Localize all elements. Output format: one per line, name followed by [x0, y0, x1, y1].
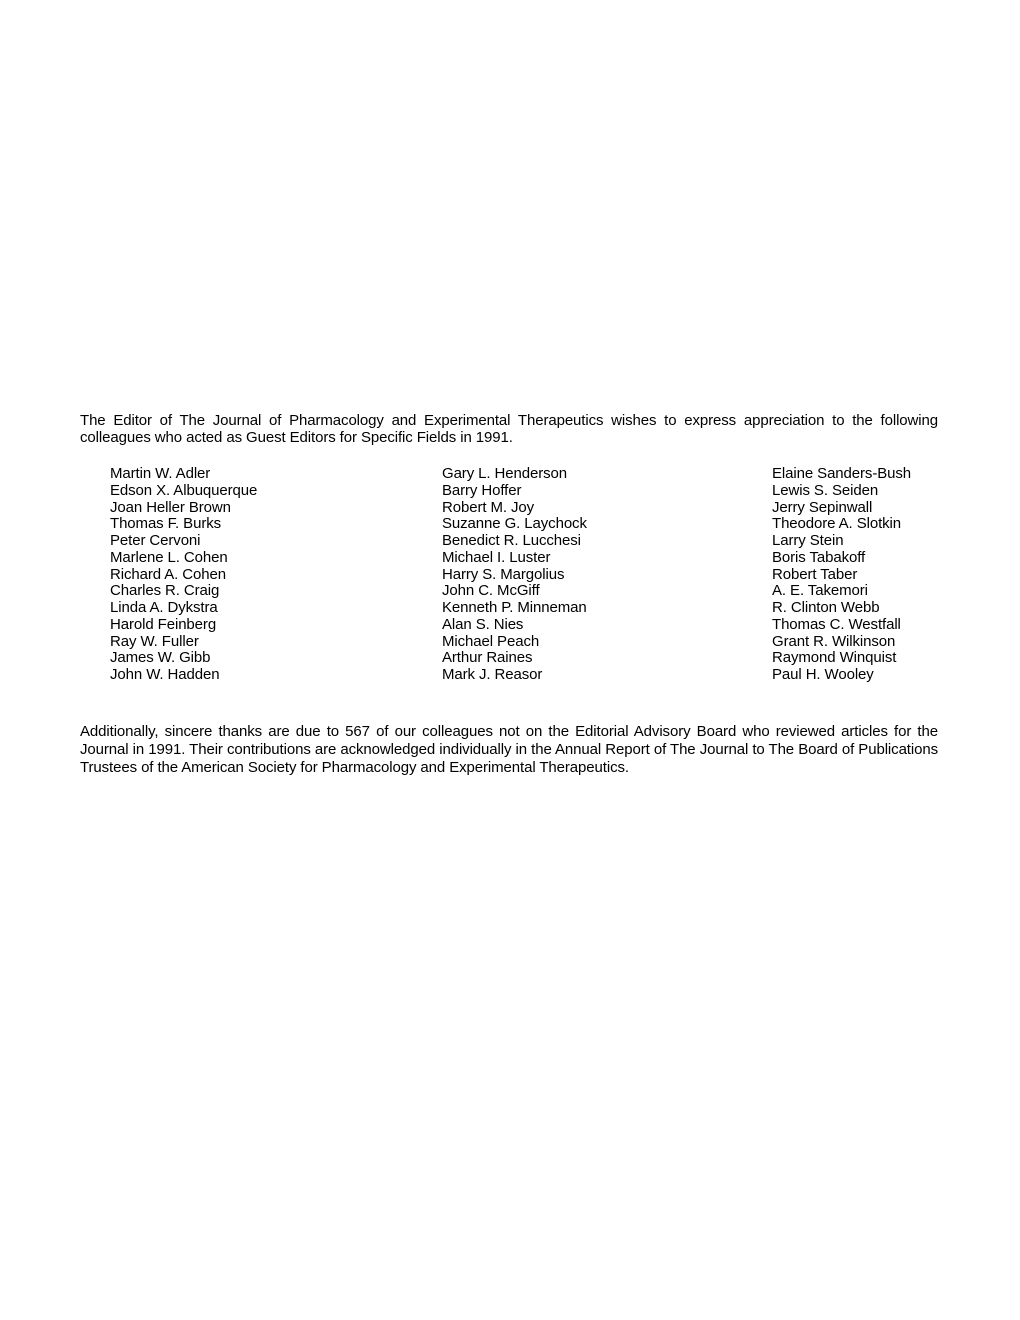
closing-paragraph: Additionally, sincere thanks are due to 567 of our colleagues not on the Editorial Advisory Board who reviewed articles for the Journal in 1991. Their contributions are acknowledged individually in the Annual Report of The Journal to The Board of Publications Trustees of the American Society for Pharmacology and Experimental Therapeutics. [80, 723, 938, 776]
guest-editor-name: Gary L. Henderson [442, 465, 568, 482]
guest-editors-column-1 [110, 466, 410, 684]
guest-editor-name: Benedict R. Lucchesi [442, 532, 581, 549]
guest-editor-name: Raymond Winquist [772, 649, 897, 667]
guest-editor-name: R. Clinton Webb [772, 599, 880, 616]
guest-editor-name: James W. Gibb [110, 649, 211, 667]
guest-editor-name: Robert Taber [772, 565, 858, 583]
guest-editor-name: Richard A. Cohen [110, 565, 226, 583]
guest-editor-name: Boris Tabakoff [772, 548, 866, 566]
guest-editor-name: Barry Hoffer [442, 481, 522, 499]
guest-editor-name: Michael Peach [442, 632, 540, 650]
guest-editors-column-3 [772, 466, 992, 684]
guest-editor-name: Theodore A. Slotkin [772, 515, 902, 533]
guest-editor-name: Jerry Sepinwall [772, 498, 873, 516]
guest-editor-name: John W. Hadden [110, 666, 220, 683]
guest-editor-name: Thomas F. Burks [110, 515, 222, 533]
guest-editor-name: John C. McGiff [442, 582, 540, 600]
guest-editor-name: Elaine Sanders-Bush [772, 465, 912, 482]
intro-paragraph: The Editor of The Journal of Pharmacology and Experimental Therapeutics wishes to express appreciation to the following colleagues who acted as Guest Editors for Specific Fields in 1991. [80, 412, 938, 446]
guest-editor-name: Marlene L. Cohen [110, 548, 228, 566]
guest-editor-name: Charles R. Craig [110, 582, 220, 600]
guest-editor-name: Joan Heller Brown [110, 498, 231, 516]
guest-editor-name: Michael I. Luster [442, 548, 551, 566]
guest-editor-name: Larry Stein [772, 532, 844, 549]
guest-editor-name: Thomas C. Westfall [772, 615, 901, 633]
guest-editor-name: Mark J. Reasor [442, 666, 543, 683]
guest-editors-column-2 [442, 466, 742, 684]
guest-editor-name: Lewis S. Seiden [772, 481, 879, 499]
guest-editor-name: Paul H. Wooley [772, 666, 874, 683]
guest-editor-name: A. E. Takemori [772, 582, 868, 600]
guest-editor-name: Kenneth P. Minneman [442, 599, 587, 616]
guest-editor-name: Harry S. Margolius [442, 565, 565, 583]
guest-editor-name: Arthur Raines [442, 649, 533, 667]
guest-editor-name: Linda A. Dykstra [110, 599, 218, 616]
guest-editor-name: Edson X. Albuquerque [110, 481, 258, 499]
guest-editor-name: Ray W. Fuller [110, 632, 199, 650]
guest-editor-name: Alan S. Nies [442, 615, 524, 633]
guest-editor-name: Harold Feinberg [110, 615, 217, 633]
guest-editor-name: Suzanne G. Laychock [442, 515, 587, 533]
guest-editor-name: Grant R. Wilkinson [772, 632, 896, 650]
guest-editor-name: Peter Cervoni [110, 532, 201, 549]
guest-editor-name: Martin W. Adler [110, 465, 211, 482]
guest-editor-name: Robert M. Joy [442, 498, 535, 516]
